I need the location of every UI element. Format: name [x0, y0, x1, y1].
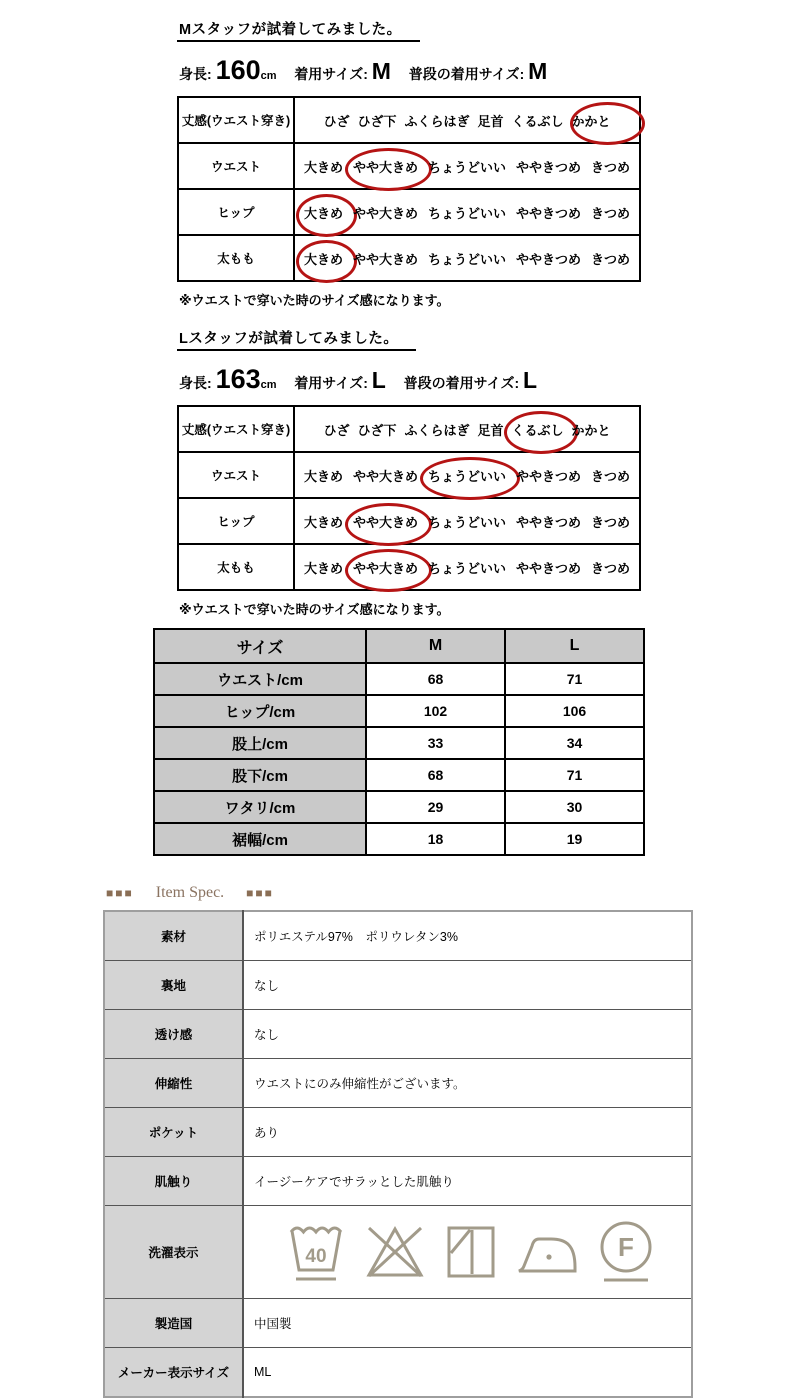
fit-row-options	[294, 406, 640, 452]
iron-low-icon	[515, 1227, 579, 1277]
size-value-l: 19	[505, 823, 644, 855]
size-value-m: 33	[366, 727, 505, 759]
fit-row	[178, 97, 640, 143]
fit-note: ※ウエストで穿いた時のサイズ感になります。	[179, 293, 450, 308]
height-label: 身長:	[179, 66, 212, 82]
fit-row-options	[294, 189, 640, 235]
size-row-label: 股上/cm	[154, 727, 366, 759]
fit-heading: Lスタッフが試着してみました。	[177, 327, 416, 351]
spec-row-label: 製造国	[104, 1299, 243, 1348]
fit-row	[178, 189, 640, 235]
fit-option: ひざ	[323, 422, 350, 438]
fit-row	[178, 452, 640, 498]
usual-size-label: 普段の着用サイズ:	[408, 66, 525, 82]
fit-option: ひざ下	[357, 422, 397, 438]
size-value-m: 68	[366, 759, 505, 791]
item-spec-heading	[106, 884, 274, 902]
spec-row-value: ML	[243, 1348, 692, 1398]
dry-clean-f-icon	[597, 1219, 655, 1285]
spec-row-value: あり	[243, 1108, 692, 1157]
size-chart-table	[153, 628, 645, 856]
fit-option: 足首	[477, 113, 504, 129]
fit-option: ちょうどいい	[427, 251, 506, 267]
fit-option: やや大きめ	[352, 205, 418, 221]
svg-text:40: 40	[304, 1246, 327, 1267]
fit-section-m	[177, 18, 647, 309]
svg-text:F: F	[617, 1232, 634, 1262]
size-row-label: ウエスト/cm	[154, 663, 366, 695]
fit-row-label: ヒップ	[178, 498, 294, 544]
height-label: 身長:	[179, 375, 212, 391]
wear-size-value: M	[371, 58, 391, 84]
fit-option: ひざ下	[357, 113, 397, 129]
care-symbols-cell	[243, 1206, 692, 1299]
spec-row-value: ポリエステル97% ポリウレタン3%	[243, 911, 692, 961]
fit-note: ※ウエストで穿いた時のサイズ感になります。	[179, 602, 450, 617]
size-value-m: 68	[366, 663, 505, 695]
fit-row	[178, 498, 640, 544]
height-unit: cm	[260, 70, 277, 82]
size-value-m: 102	[366, 695, 505, 727]
size-row	[154, 791, 644, 823]
fit-option: ちょうどいい	[427, 205, 506, 221]
fit-row-options	[294, 544, 640, 590]
size-value-l: 106	[505, 695, 644, 727]
fit-option-selected: 大きめ	[304, 203, 343, 222]
size-value-m: 18	[366, 823, 505, 855]
fit-option-selected: ちょうどいい	[428, 466, 506, 485]
size-row-label: 股下/cm	[154, 759, 366, 791]
fit-option-selected: かかと	[572, 111, 611, 130]
fit-option: くるぶし	[511, 113, 564, 129]
usual-size-value: M	[528, 58, 548, 84]
size-row-label: ヒップ/cm	[154, 695, 366, 727]
spec-row-value: イージーケアでサラッとした肌触り	[243, 1157, 692, 1206]
spec-row-label: 素材	[104, 911, 243, 961]
spec-row	[104, 1108, 692, 1157]
fit-option: ややきつめ	[516, 205, 582, 221]
item-spec-title: Item Spec.	[155, 884, 225, 901]
size-value-m: 29	[366, 791, 505, 823]
fit-option: 大きめ	[303, 514, 343, 530]
spec-row-value: なし	[243, 1010, 692, 1059]
fit-section-l	[177, 327, 647, 618]
fit-option: ちょうどいい	[427, 560, 506, 576]
fit-row-options	[294, 235, 640, 281]
dry-in-shade-icon	[445, 1223, 497, 1281]
fit-option: ややきつめ	[516, 159, 582, 175]
spec-row-value: ウエストにのみ伸縮性がございます。	[243, 1059, 692, 1108]
spec-row-label: 伸縮性	[104, 1059, 243, 1108]
fit-option: 足首	[477, 422, 504, 438]
size-value-l: 71	[505, 759, 644, 791]
spec-row	[104, 1059, 692, 1108]
fit-option: 大きめ	[303, 468, 343, 484]
fit-row-label: ヒップ	[178, 189, 294, 235]
fit-row	[178, 235, 640, 281]
fit-option: きつめ	[591, 205, 631, 221]
fit-option-selected: やや大きめ	[353, 558, 418, 577]
spec-row	[104, 1157, 692, 1206]
fit-option: 大きめ	[303, 560, 343, 576]
item-spec-table	[103, 910, 693, 1398]
usual-size-value: L	[523, 367, 538, 393]
fit-option: やや大きめ	[352, 468, 418, 484]
size-value-l: 71	[505, 663, 644, 695]
spec-row-label: メーカー表示サイズ	[104, 1348, 243, 1398]
fit-option: ややきつめ	[516, 468, 582, 484]
size-value-l: 34	[505, 727, 644, 759]
size-row	[154, 823, 644, 855]
fit-heading: Mスタッフが試着してみました。	[177, 18, 420, 42]
spec-row	[104, 1299, 692, 1348]
spec-row-label: 肌触り	[104, 1157, 243, 1206]
fit-option: ちょうどいい	[427, 159, 506, 175]
spec-row-label: 透け感	[104, 1010, 243, 1059]
wash-40-icon	[287, 1220, 345, 1284]
fit-row-label: 丈感(ウエスト穿き)	[178, 97, 294, 143]
spec-row-label: 裏地	[104, 961, 243, 1010]
fit-option: きつめ	[591, 159, 631, 175]
height-value: 163	[215, 364, 261, 394]
spec-row-value: なし	[243, 961, 692, 1010]
fit-row	[178, 544, 640, 590]
decor-squares-right-icon: ■■■	[246, 886, 274, 900]
spec-row-care	[104, 1206, 692, 1299]
size-row-label: ワタリ/cm	[154, 791, 366, 823]
wear-size-value: L	[371, 367, 386, 393]
fit-row-label: ウエスト	[178, 143, 294, 189]
size-row-label: 裾幅/cm	[154, 823, 366, 855]
fit-row-label: 太もも	[178, 235, 294, 281]
fit-table-m	[177, 96, 641, 282]
wear-size-label: 着用サイズ:	[294, 375, 368, 391]
fit-row-options	[294, 498, 640, 544]
fit-option: きつめ	[591, 560, 631, 576]
fit-row-label: ウエスト	[178, 452, 294, 498]
fit-table-l	[177, 405, 641, 591]
fit-option: きつめ	[591, 468, 631, 484]
fit-option: ちょうどいい	[427, 514, 506, 530]
fit-row-options	[294, 452, 640, 498]
decor-squares-left-icon: ■■■	[106, 886, 134, 900]
spec-row	[104, 1348, 692, 1398]
usual-size-label: 普段の着用サイズ:	[403, 375, 520, 391]
fit-row-options	[294, 97, 640, 143]
fit-option: 大きめ	[303, 159, 343, 175]
spec-row-label: 洗濯表示	[104, 1206, 243, 1299]
size-value-l: 30	[505, 791, 644, 823]
size-row	[154, 695, 644, 727]
height-unit: cm	[260, 379, 277, 391]
fit-option: かかと	[571, 422, 611, 438]
size-header-row	[154, 629, 644, 663]
size-row	[154, 663, 644, 695]
fit-row-label: 太もも	[178, 544, 294, 590]
wear-size-label: 着用サイズ:	[294, 66, 368, 82]
fit-option-selected: やや大きめ	[353, 157, 418, 176]
size-header-label: サイズ	[154, 629, 366, 663]
fit-row-options	[294, 143, 640, 189]
fit-row	[178, 406, 640, 452]
fit-option: きつめ	[591, 514, 631, 530]
fit-option: ふくらはぎ	[404, 113, 470, 129]
size-row	[154, 759, 644, 791]
fit-option-selected: くるぶし	[512, 420, 564, 439]
height-value: 160	[215, 55, 261, 85]
fit-option: ややきつめ	[516, 560, 582, 576]
spec-row	[104, 961, 692, 1010]
fit-row-label: 丈感(ウエスト穿き)	[178, 406, 294, 452]
fit-option-selected: 大きめ	[304, 249, 343, 268]
fit-option: ややきつめ	[516, 251, 582, 267]
no-bleach-icon	[363, 1223, 427, 1281]
fit-stats	[179, 364, 647, 395]
spec-row-label: ポケット	[104, 1108, 243, 1157]
fit-row	[178, 143, 640, 189]
size-row	[154, 727, 644, 759]
spec-row-value: 中国製	[243, 1299, 692, 1348]
size-header-m: M	[366, 629, 505, 663]
size-header-l: L	[505, 629, 644, 663]
fit-stats	[179, 55, 647, 86]
spec-row	[104, 1010, 692, 1059]
fit-option: やや大きめ	[352, 251, 418, 267]
spec-row	[104, 911, 692, 961]
fit-option: ややきつめ	[516, 514, 582, 530]
fit-option: ふくらはぎ	[404, 422, 470, 438]
fit-option-selected: やや大きめ	[353, 512, 418, 531]
fit-option: きつめ	[591, 251, 631, 267]
fit-option: ひざ	[323, 113, 350, 129]
